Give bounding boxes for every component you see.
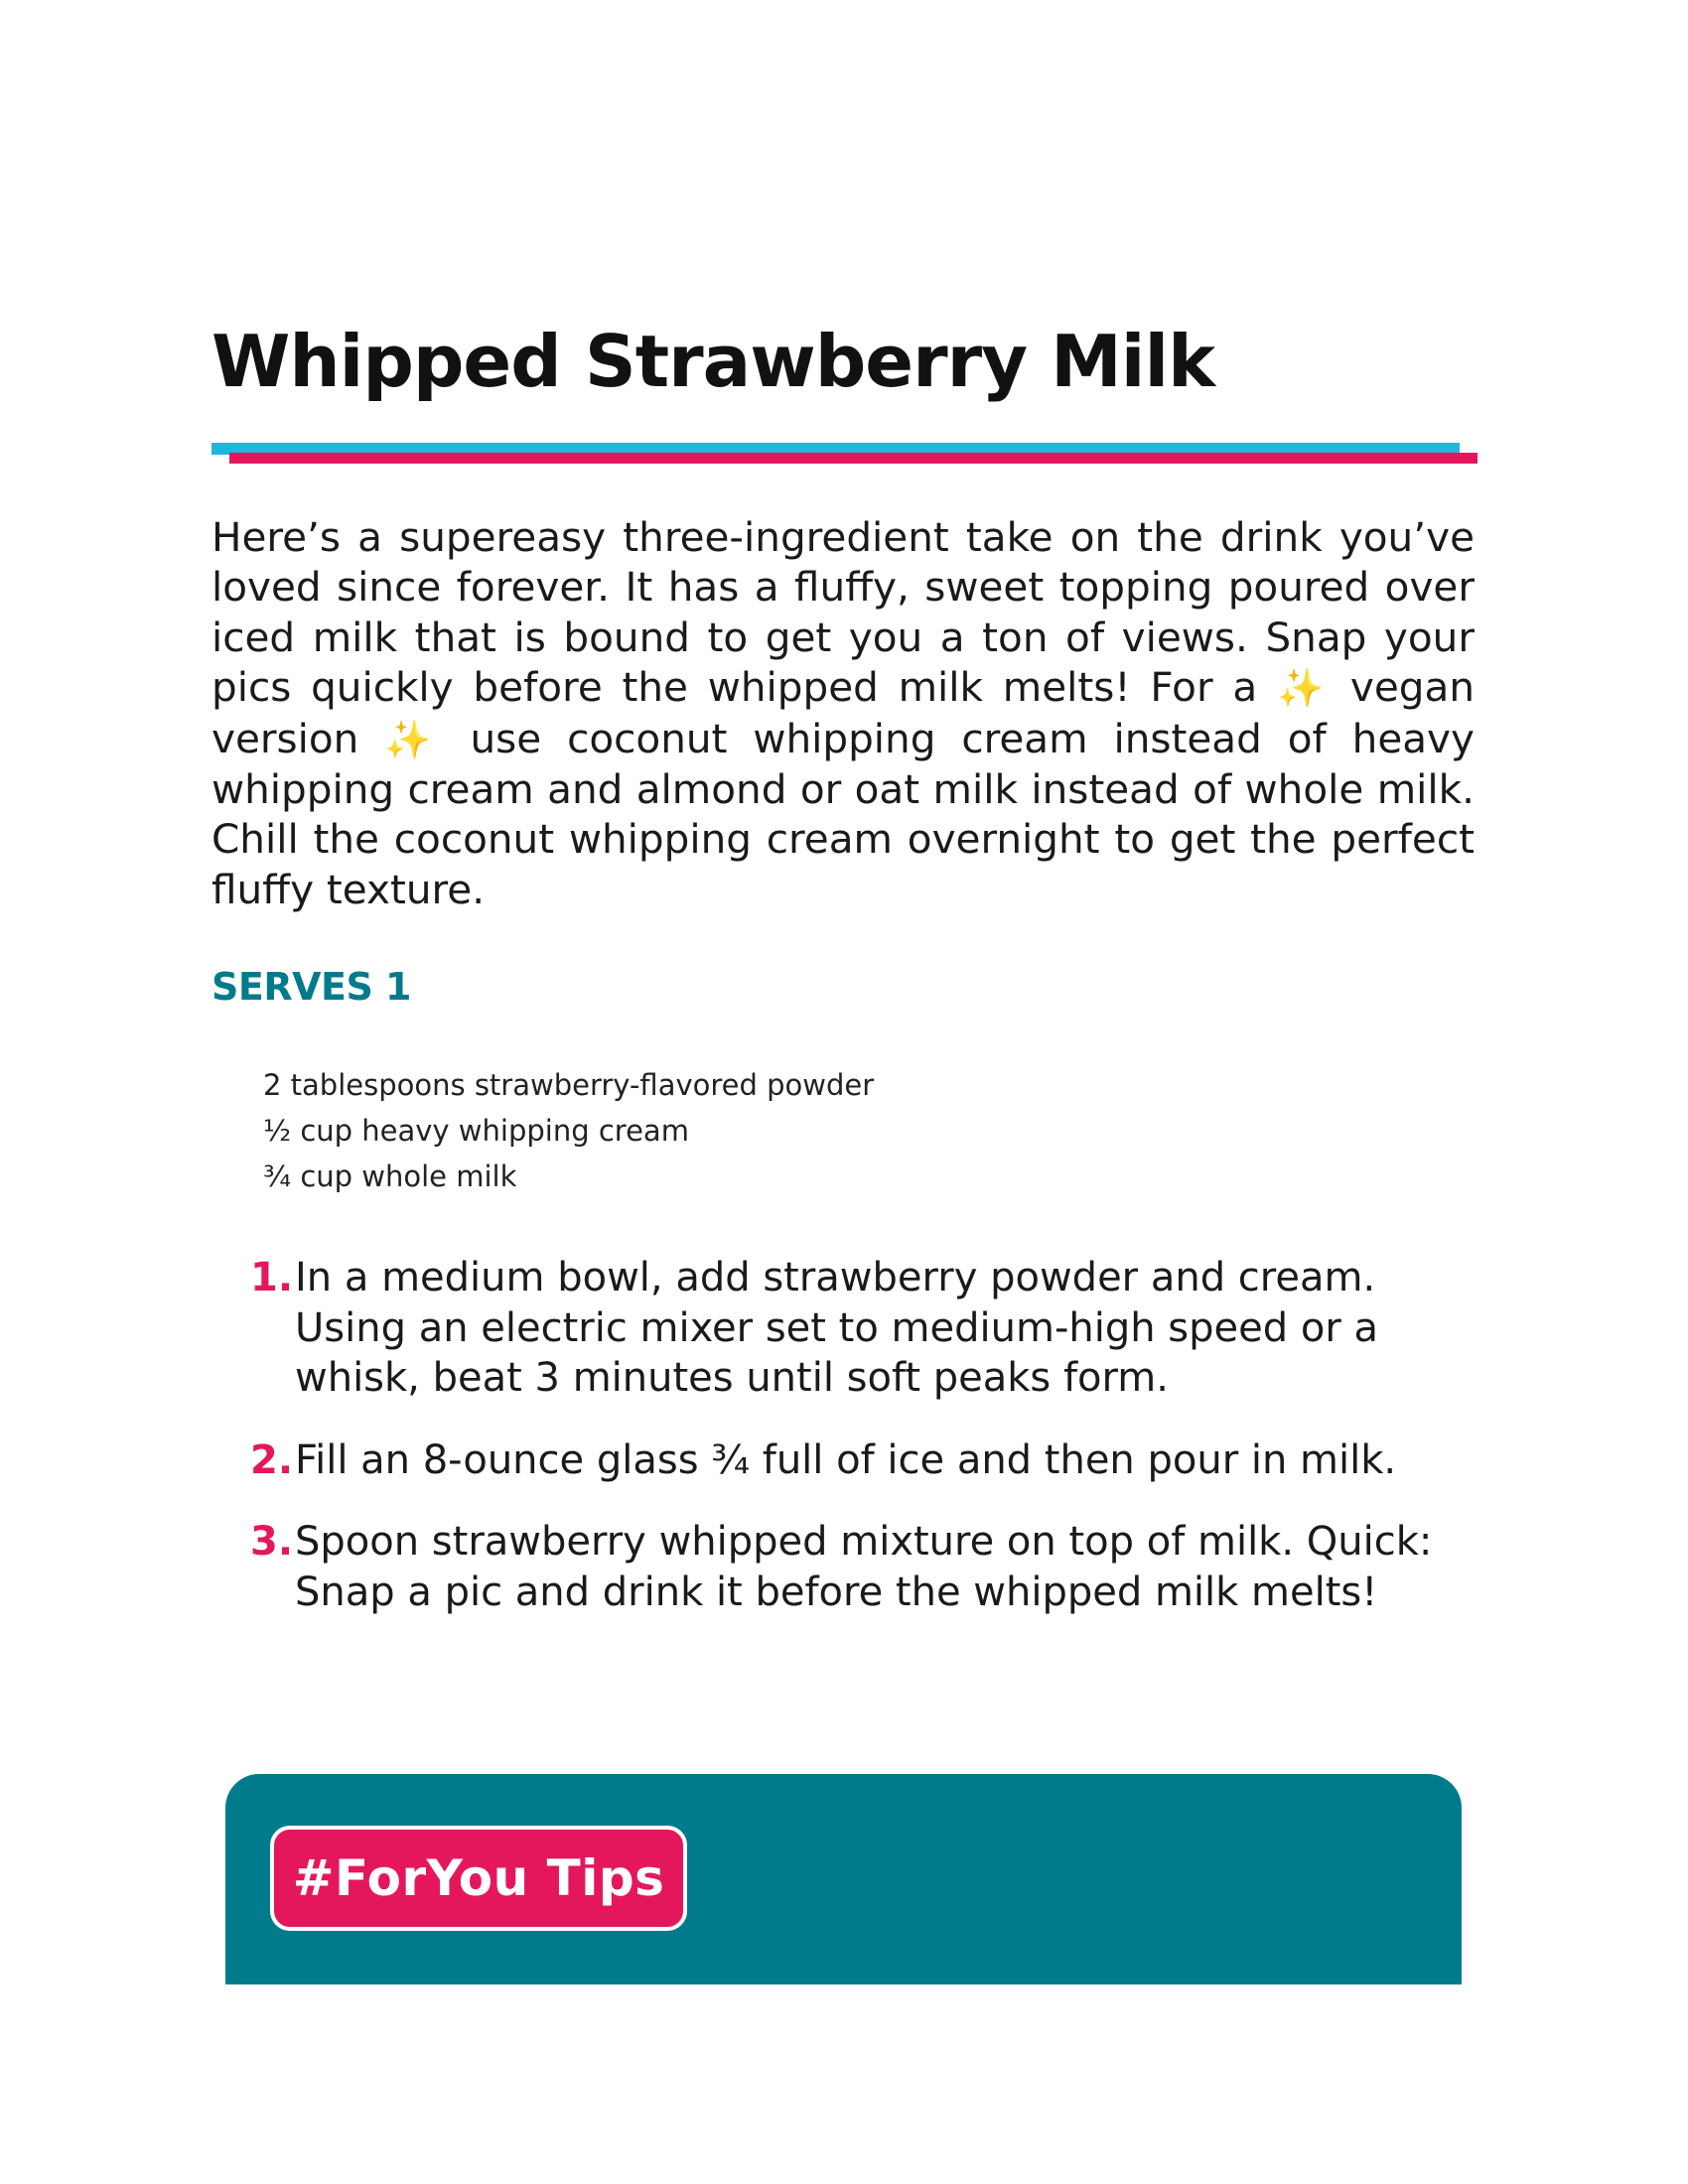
- intro-text-2: vegan version: [211, 663, 1475, 762]
- ingredient-item: 2 tablespoons strawberry-flavored powder: [263, 1068, 875, 1102]
- sparkles-icon: ✨: [384, 717, 445, 761]
- step-text: In a medium bowl, add strawberry powder and cream. Using an electric mixer set to medium-high speed or a whisk, beat 3 minutes until soft peaks form.: [295, 1255, 1378, 1401]
- ingredient-item: ½ cup heavy whipping cream: [263, 1114, 689, 1148]
- step-item: [250, 1253, 1462, 1404]
- ingredient-item: ¾ cup whole milk: [263, 1160, 517, 1193]
- intro-text-1: Here’s a supereasy three-ingredient take on the drink you’ve loved since forever. It has a fluffy, sweet topping poured over iced milk that is bound to get you a ton of views. Snap your pics quickly before the whipped milk melts! For a: [211, 513, 1475, 712]
- sparkles-icon: ✨: [1276, 666, 1332, 711]
- title-underline: [211, 443, 1477, 465]
- step-text: Spoon strawberry whipped mixture on top of milk. Quick: Snap a pic and drink it before the whipped milk melts!: [295, 1519, 1433, 1615]
- step-text: Fill an 8-ounce glass ¾ full of ice and then pour in milk.: [295, 1436, 1397, 1483]
- page-title: Whipped Strawberry Milk: [211, 320, 1215, 403]
- recipe-intro: [211, 512, 1475, 914]
- step-number: 3.: [250, 1519, 294, 1565]
- intro-text-3: use coconut whipping cream instead of heavy whipping cream and almond or oat milk instead of whole milk. Chill the coconut whipping cream overnight to get the perfect fluffy texture.: [211, 714, 1475, 913]
- instruction-steps: [250, 1253, 1462, 1649]
- tips-panel: [225, 1774, 1462, 1984]
- foryou-tips-badge: #ForYou Tips: [270, 1826, 687, 1931]
- serves-heading: SERVES 1: [211, 965, 411, 1009]
- step-item: [250, 1517, 1462, 1617]
- underline-pink-stripe: [229, 453, 1477, 464]
- step-item: [250, 1435, 1462, 1486]
- step-number: 1.: [250, 1255, 294, 1300]
- step-number: 2.: [250, 1436, 294, 1483]
- ingredient-list: [263, 1062, 874, 1199]
